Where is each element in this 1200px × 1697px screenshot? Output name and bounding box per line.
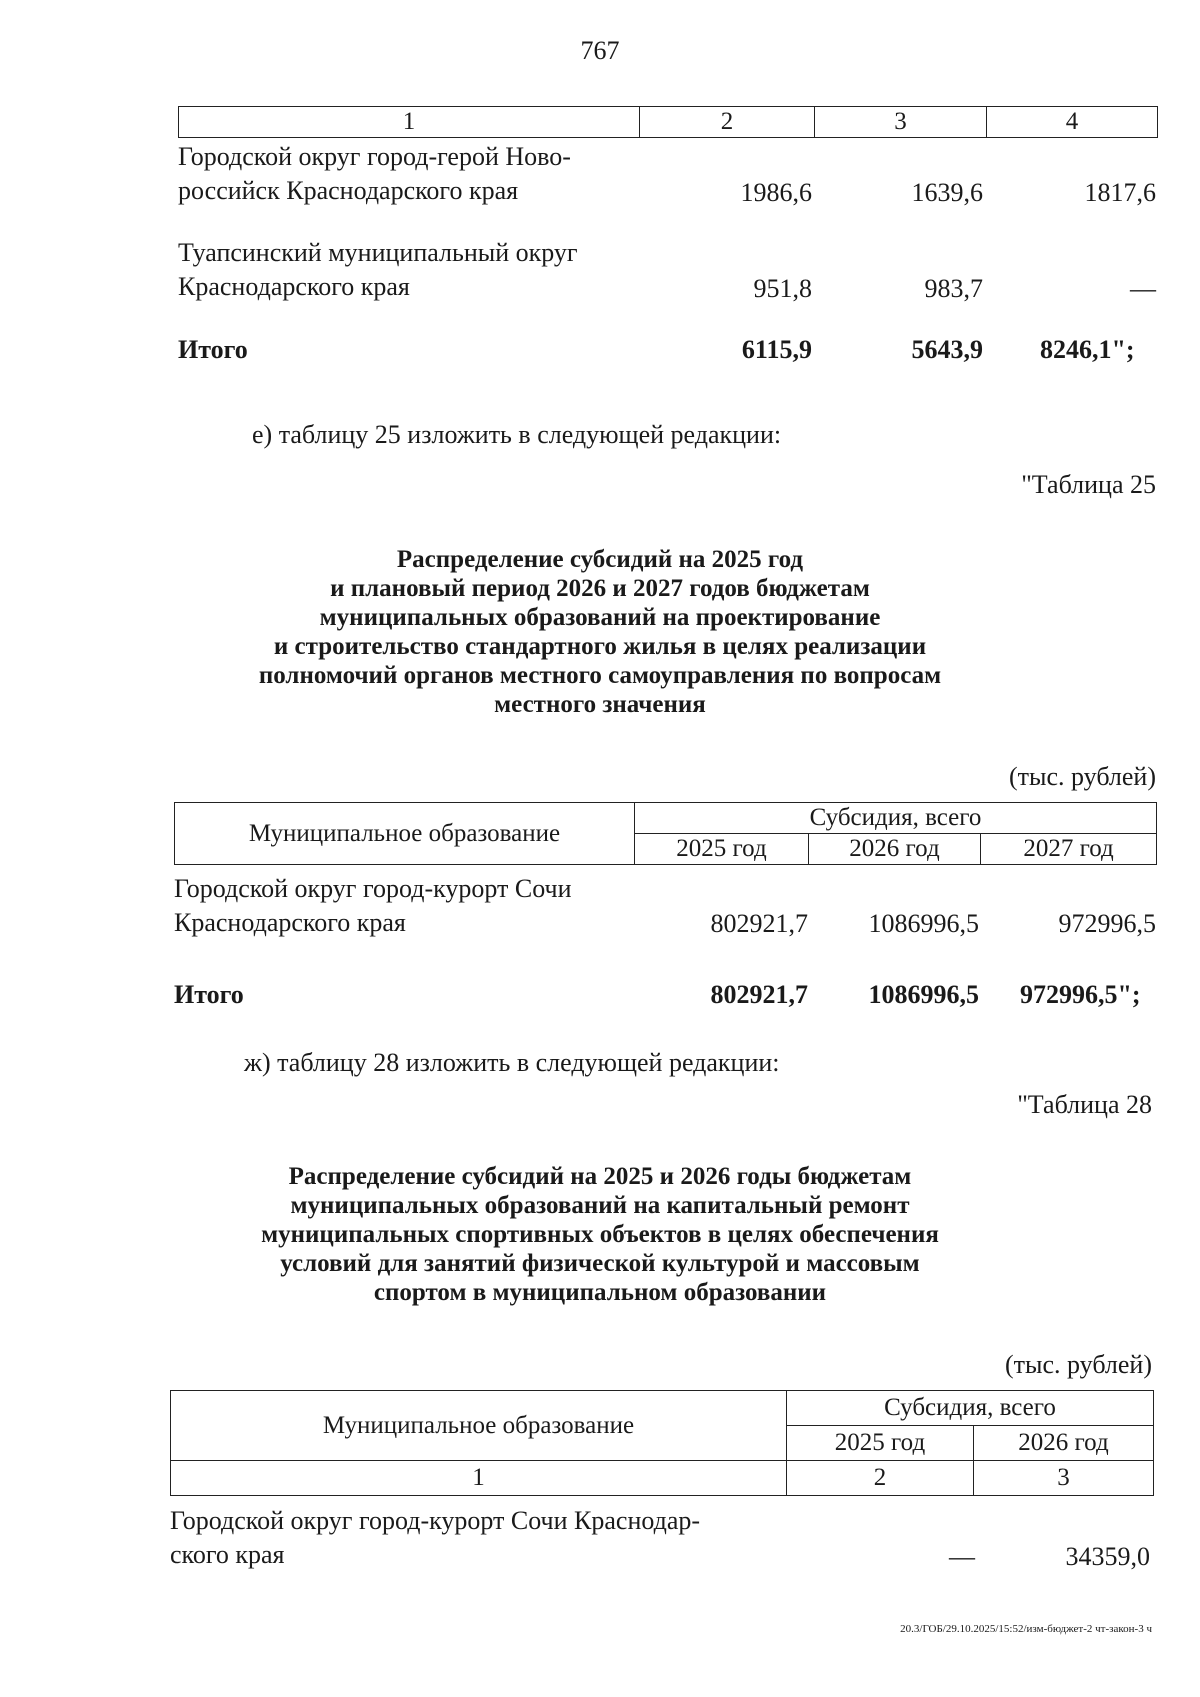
table-28-row-1-name-line1: Городской округ город-курорт Сочи Краснодар-	[170, 1506, 701, 1535]
table-28-title-line-3: муниципальных спортивных объектов в целях обеспечения	[261, 1221, 939, 1248]
table-28-header-number-3: 3	[974, 1461, 1154, 1496]
table-28-unit: (тыс. рублей)	[1004, 1350, 1152, 1379]
table-25-row-1-name-line2: Краснодарского края	[174, 908, 406, 937]
table-28-row-1-name	[170, 1504, 784, 1572]
table-25-unit: (тыс. рублей)	[1008, 762, 1156, 791]
table-25-header-municipality: Муниципальное образование	[175, 803, 635, 865]
top-total-value-2027: 8246,1";	[1040, 335, 1135, 364]
table-28-title-line-4: условий для занятий физической культурой и массовым	[280, 1250, 920, 1277]
table-25-header-subsidy-total: Субсидия, всего	[635, 803, 1157, 834]
table-28-header	[170, 1390, 1154, 1496]
top-row-1-name-line1: Городской округ город-герой Ново-	[178, 142, 571, 171]
top-header-cell-4: 4	[987, 107, 1158, 138]
table-28-title-line-2: муниципальных образований на капитальный ремонт	[290, 1192, 910, 1219]
table-25-title-line-4: и строительство стандартного жилья в целях реализации	[273, 633, 927, 660]
table-28-header-subsidy-total: Субсидия, всего	[787, 1391, 1154, 1426]
top-header-cell-3: 3	[815, 107, 987, 138]
table-25-title-line-5: полномочий органов местного самоуправления по вопросам	[258, 662, 942, 689]
top-total-value-2025: 6115,9	[741, 335, 812, 364]
top-row-1-value-2027: 1817,6	[1084, 178, 1156, 207]
page-number: 767	[580, 36, 620, 65]
footer-document-code: 20.3/ГОБ/29.10.2025/15:52/изм-бюджет-2 чт-закон-3 ч	[900, 1623, 1152, 1635]
table-28-header-number-2: 2	[787, 1461, 974, 1496]
top-row-1-value-2025: 1986,6	[740, 178, 812, 207]
top-row-1-name-line2: российск Краснодарского края	[178, 176, 519, 205]
top-row-2-name-line2: Краснодарского края	[178, 272, 410, 301]
table-28-row-1-value-2025: —	[949, 1542, 975, 1571]
table-25-row-1-name-line1: Городской округ город-курорт Сочи	[174, 874, 572, 903]
table-25-header-year-2027: 2027 год	[981, 834, 1157, 865]
table-28-row-1-name-line2: ского края	[170, 1540, 285, 1569]
table-25-title-line-2: и плановый период 2026 и 2027 годов бюджетам	[330, 575, 870, 602]
top-row-2-name-line1: Туапсинский муниципальный округ	[178, 238, 578, 267]
top-total-label: Итого	[178, 335, 248, 364]
top-row-2-value-2027: —	[1130, 274, 1156, 303]
table-28-title	[0, 1162, 1200, 1307]
top-row-2-name	[178, 236, 636, 304]
table-28-label: "Таблица 28	[1017, 1090, 1152, 1119]
table-25-label: "Таблица 25	[1021, 470, 1156, 499]
table-28-header-number-1: 1	[171, 1461, 787, 1496]
table-25-row-1-value-2026: 1086996,5	[868, 909, 979, 938]
top-total-value-2026: 5643,9	[911, 335, 983, 364]
table-28-header-municipality: Муниципальное образование	[171, 1391, 787, 1461]
top-row-2-value-2025: 951,8	[753, 274, 812, 303]
top-row-1-name	[178, 140, 636, 208]
paragraph-e: е) таблицу 25 изложить в следующей редакции:	[252, 420, 782, 449]
table-25-row-1-value-2027: 972996,5	[1058, 909, 1156, 938]
table-25-title	[0, 545, 1200, 719]
table-25-total-value-2025: 802921,7	[710, 980, 808, 1009]
table-28-row-1-value-2026: 34359,0	[1065, 1542, 1150, 1571]
top-header-cell-1: 1	[179, 107, 640, 138]
table-25-total-value-2026: 1086996,5	[868, 980, 979, 1009]
table-25-header-year-2025: 2025 год	[635, 834, 809, 865]
table-25-total-value-2027: 972996,5";	[1020, 980, 1141, 1009]
table-28-header-year-2025: 2025 год	[787, 1426, 974, 1461]
top-header-cell-2: 2	[640, 107, 815, 138]
paragraph-zh: ж) таблицу 28 изложить в следующей редакции:	[244, 1048, 780, 1077]
table-28-header-year-2026: 2026 год	[974, 1426, 1154, 1461]
top-row-1-value-2026: 1639,6	[911, 178, 983, 207]
table-25-header	[174, 802, 1157, 865]
table-25-title-line-6: местного значения	[494, 691, 706, 718]
table-25-row-1-name	[174, 872, 632, 940]
table-28-title-line-1: Распределение субсидий на 2025 и 2026 годы бюджетам	[288, 1163, 912, 1190]
top-table-header	[178, 106, 1158, 138]
table-25-title-line-3: муниципальных образований на проектирование	[319, 604, 881, 631]
table-25-title-line-1: Распределение субсидий на 2025 год	[396, 546, 804, 573]
top-row-2-value-2026: 983,7	[924, 274, 983, 303]
table-25-row-1-value-2025: 802921,7	[710, 909, 808, 938]
table-25-total-label: Итого	[174, 980, 244, 1009]
table-25-header-year-2026: 2026 год	[809, 834, 981, 865]
table-28-title-line-5: спортом в муниципальном образовании	[373, 1279, 827, 1306]
